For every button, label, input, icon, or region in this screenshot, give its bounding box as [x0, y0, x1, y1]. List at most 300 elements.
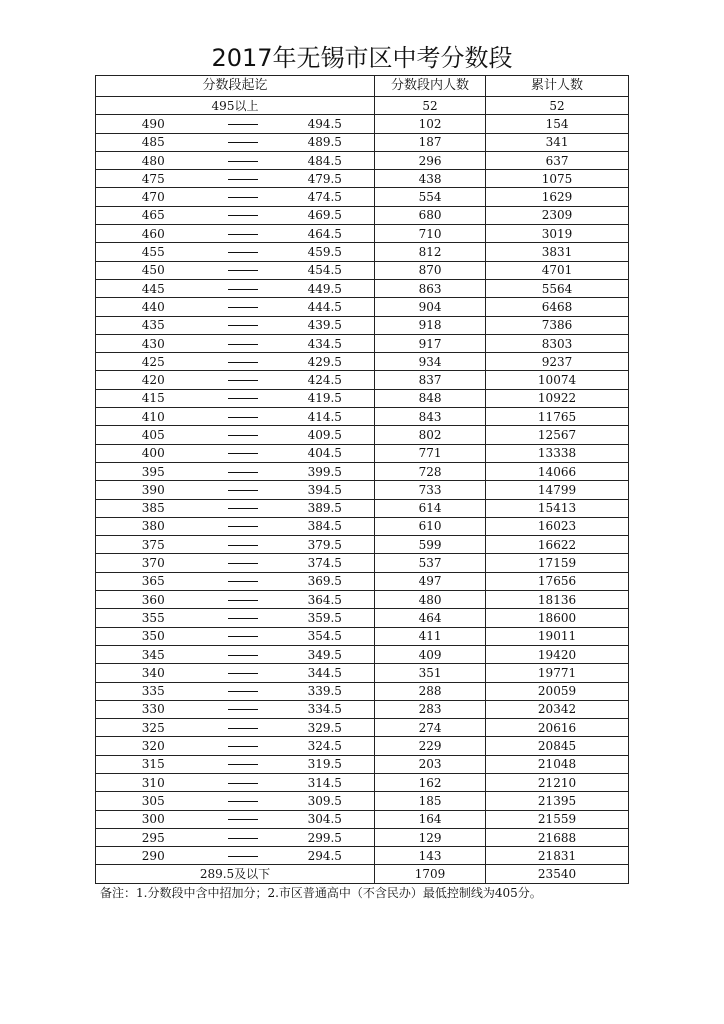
range-cumulative: 21048: [486, 755, 629, 773]
top-row-cumulative: 52: [486, 97, 629, 115]
range-count: 599: [375, 536, 486, 554]
range-low: 310: [96, 773, 211, 791]
range-cumulative: 17656: [486, 572, 629, 590]
range-high: 384.5: [276, 517, 375, 535]
range-separator: [211, 481, 276, 499]
range-separator: [211, 444, 276, 462]
range-count: 164: [375, 810, 486, 828]
range-count: 848: [375, 389, 486, 407]
range-low: 355: [96, 609, 211, 627]
table-row: [96, 206, 629, 224]
table-row: [96, 627, 629, 645]
range-count: 771: [375, 444, 486, 462]
separator-dash: [228, 545, 258, 546]
range-separator: [211, 462, 276, 480]
separator-dash: [228, 289, 258, 290]
range-cumulative: 4701: [486, 261, 629, 279]
range-high: 294.5: [276, 847, 375, 865]
table-row: [96, 792, 629, 810]
range-low: 350: [96, 627, 211, 645]
range-count: 870: [375, 261, 486, 279]
separator-dash: [228, 215, 258, 216]
separator-dash: [228, 453, 258, 454]
range-separator: [211, 517, 276, 535]
range-count: 863: [375, 279, 486, 297]
range-cumulative: 19420: [486, 645, 629, 663]
separator-dash: [228, 161, 258, 162]
range-low: 375: [96, 536, 211, 554]
range-cumulative: 3831: [486, 243, 629, 261]
footnote: 备注：1.分数段中含中招加分；2.市区普通高中（不含民办）最低控制线为405分。: [100, 886, 542, 900]
separator-dash: [228, 417, 258, 418]
range-count: 554: [375, 188, 486, 206]
range-low: 425: [96, 353, 211, 371]
range-low: 315: [96, 755, 211, 773]
range-separator: [211, 316, 276, 334]
range-cumulative: 15413: [486, 499, 629, 517]
range-cumulative: 10074: [486, 371, 629, 389]
header-row: [96, 76, 629, 97]
range-count: 203: [375, 755, 486, 773]
separator-dash: [228, 581, 258, 582]
separator-dash: [228, 838, 258, 839]
range-low: 330: [96, 700, 211, 718]
separator-dash: [228, 526, 258, 527]
table-row: [96, 298, 629, 316]
range-count: 129: [375, 828, 486, 846]
range-cumulative: 18136: [486, 591, 629, 609]
table-row: [96, 719, 629, 737]
range-low: 325: [96, 719, 211, 737]
range-high: 334.5: [276, 700, 375, 718]
range-high: 429.5: [276, 353, 375, 371]
range-low: 380: [96, 517, 211, 535]
range-low: 335: [96, 682, 211, 700]
range-separator: [211, 115, 276, 133]
range-separator: [211, 737, 276, 755]
table-row: [96, 847, 629, 865]
table-row: [96, 334, 629, 352]
range-count: 843: [375, 408, 486, 426]
table-row: [96, 481, 629, 499]
table-row: [96, 536, 629, 554]
bottom-row-count: 1709: [375, 865, 486, 883]
header-count: 分数段内人数: [375, 76, 486, 97]
range-high: 494.5: [276, 115, 375, 133]
table-row: [96, 700, 629, 718]
table-row: [96, 591, 629, 609]
range-count: 438: [375, 170, 486, 188]
table-row: [96, 115, 629, 133]
range-count: 610: [375, 517, 486, 535]
table-row: [96, 773, 629, 791]
range-cumulative: 341: [486, 133, 629, 151]
range-high: 454.5: [276, 261, 375, 279]
table-row: [96, 645, 629, 663]
range-high: 489.5: [276, 133, 375, 151]
range-count: 288: [375, 682, 486, 700]
range-separator: [211, 627, 276, 645]
range-high: 449.5: [276, 279, 375, 297]
table-row: [96, 261, 629, 279]
range-high: 484.5: [276, 151, 375, 169]
range-low: 415: [96, 389, 211, 407]
range-count: 296: [375, 151, 486, 169]
table-row: [96, 353, 629, 371]
range-cumulative: 7386: [486, 316, 629, 334]
range-high: 299.5: [276, 828, 375, 846]
range-separator: [211, 353, 276, 371]
separator-dash: [228, 325, 258, 326]
range-high: 304.5: [276, 810, 375, 828]
table-row: [96, 225, 629, 243]
bottom-row-label: 289.5及以下: [96, 865, 375, 883]
table-row: [96, 133, 629, 151]
range-low: 475: [96, 170, 211, 188]
range-high: 319.5: [276, 755, 375, 773]
range-high: 474.5: [276, 188, 375, 206]
range-high: 389.5: [276, 499, 375, 517]
table-row: [96, 462, 629, 480]
separator-dash: [228, 746, 258, 747]
table-row: [96, 371, 629, 389]
range-low: 360: [96, 591, 211, 609]
range-count: 733: [375, 481, 486, 499]
table-row: [96, 170, 629, 188]
range-count: 497: [375, 572, 486, 590]
bottom-row-cumulative: 23540: [486, 865, 629, 883]
separator-dash: [228, 344, 258, 345]
range-count: 614: [375, 499, 486, 517]
range-low: 420: [96, 371, 211, 389]
range-cumulative: 21559: [486, 810, 629, 828]
separator-dash: [228, 270, 258, 271]
range-count: 934: [375, 353, 486, 371]
range-cumulative: 20059: [486, 682, 629, 700]
range-high: 409.5: [276, 426, 375, 444]
range-high: 399.5: [276, 462, 375, 480]
header-range: 分数段起讫: [96, 76, 375, 97]
range-high: 469.5: [276, 206, 375, 224]
range-count: 802: [375, 426, 486, 444]
separator-dash: [228, 673, 258, 674]
range-cumulative: 8303: [486, 334, 629, 352]
range-separator: [211, 206, 276, 224]
table-row: [96, 572, 629, 590]
score-distribution-table: [95, 75, 629, 884]
separator-dash: [228, 655, 258, 656]
range-count: 409: [375, 645, 486, 663]
range-separator: [211, 151, 276, 169]
table-row: [96, 426, 629, 444]
range-count: 464: [375, 609, 486, 627]
range-count: 904: [375, 298, 486, 316]
range-high: 424.5: [276, 371, 375, 389]
range-count: 351: [375, 664, 486, 682]
range-count: 917: [375, 334, 486, 352]
range-high: 314.5: [276, 773, 375, 791]
separator-dash: [228, 362, 258, 363]
range-low: 485: [96, 133, 211, 151]
range-high: 374.5: [276, 554, 375, 572]
table-row: [96, 243, 629, 261]
separator-dash: [228, 801, 258, 802]
range-cumulative: 20342: [486, 700, 629, 718]
page-title: 2017年无锡市区中考分数段: [211, 44, 513, 72]
range-cumulative: 20616: [486, 719, 629, 737]
range-cumulative: 21688: [486, 828, 629, 846]
range-cumulative: 21210: [486, 773, 629, 791]
range-high: 349.5: [276, 645, 375, 663]
bottom-row: [96, 865, 629, 883]
range-cumulative: 5564: [486, 279, 629, 297]
table-row: [96, 444, 629, 462]
range-separator: [211, 792, 276, 810]
range-count: 162: [375, 773, 486, 791]
range-separator: [211, 810, 276, 828]
range-cumulative: 14066: [486, 462, 629, 480]
range-low: 450: [96, 261, 211, 279]
range-high: 379.5: [276, 536, 375, 554]
range-count: 680: [375, 206, 486, 224]
range-low: 490: [96, 115, 211, 133]
range-count: 537: [375, 554, 486, 572]
range-count: 274: [375, 719, 486, 737]
header-cumulative: 累计人数: [486, 76, 629, 97]
range-high: 439.5: [276, 316, 375, 334]
range-high: 344.5: [276, 664, 375, 682]
range-cumulative: 16023: [486, 517, 629, 535]
table-row: [96, 389, 629, 407]
range-separator: [211, 755, 276, 773]
range-separator: [211, 499, 276, 517]
range-low: 400: [96, 444, 211, 462]
range-separator: [211, 225, 276, 243]
separator-dash: [228, 764, 258, 765]
range-cumulative: 1075: [486, 170, 629, 188]
range-cumulative: 16622: [486, 536, 629, 554]
range-high: 434.5: [276, 334, 375, 352]
top-row-label: 495以上: [96, 97, 375, 115]
range-low: 430: [96, 334, 211, 352]
range-cumulative: 637: [486, 151, 629, 169]
separator-dash: [228, 124, 258, 125]
range-cumulative: 19011: [486, 627, 629, 645]
table-row: [96, 682, 629, 700]
separator-dash: [228, 398, 258, 399]
range-cumulative: 154: [486, 115, 629, 133]
range-separator: [211, 591, 276, 609]
separator-dash: [228, 490, 258, 491]
range-separator: [211, 719, 276, 737]
range-cumulative: 9237: [486, 353, 629, 371]
table-row: [96, 151, 629, 169]
range-low: 370: [96, 554, 211, 572]
range-count: 102: [375, 115, 486, 133]
range-cumulative: 14799: [486, 481, 629, 499]
range-low: 470: [96, 188, 211, 206]
range-low: 455: [96, 243, 211, 261]
range-low: 440: [96, 298, 211, 316]
range-low: 385: [96, 499, 211, 517]
range-high: 339.5: [276, 682, 375, 700]
table-body: [96, 76, 629, 884]
range-low: 395: [96, 462, 211, 480]
range-separator: [211, 334, 276, 352]
range-separator: [211, 700, 276, 718]
separator-dash: [228, 197, 258, 198]
range-separator: [211, 664, 276, 682]
range-high: 309.5: [276, 792, 375, 810]
range-high: 414.5: [276, 408, 375, 426]
range-high: 464.5: [276, 225, 375, 243]
table-row: [96, 664, 629, 682]
table-row: [96, 828, 629, 846]
separator-dash: [228, 380, 258, 381]
range-high: 324.5: [276, 737, 375, 755]
range-cumulative: 6468: [486, 298, 629, 316]
range-cumulative: 19771: [486, 664, 629, 682]
range-high: 354.5: [276, 627, 375, 645]
range-high: 404.5: [276, 444, 375, 462]
range-high: 369.5: [276, 572, 375, 590]
table-row: [96, 279, 629, 297]
separator-dash: [228, 472, 258, 473]
top-row-count: 52: [375, 97, 486, 115]
range-cumulative: 10922: [486, 389, 629, 407]
table-row: [96, 609, 629, 627]
table-row: [96, 810, 629, 828]
range-separator: [211, 847, 276, 865]
top-row: [96, 97, 629, 115]
range-separator: [211, 572, 276, 590]
range-low: 405: [96, 426, 211, 444]
range-separator: [211, 426, 276, 444]
range-high: 394.5: [276, 481, 375, 499]
separator-dash: [228, 234, 258, 235]
separator-dash: [228, 709, 258, 710]
range-separator: [211, 170, 276, 188]
table-row: [96, 737, 629, 755]
range-cumulative: 3019: [486, 225, 629, 243]
range-high: 359.5: [276, 609, 375, 627]
range-separator: [211, 408, 276, 426]
range-separator: [211, 188, 276, 206]
range-separator: [211, 298, 276, 316]
range-high: 479.5: [276, 170, 375, 188]
range-low: 445: [96, 279, 211, 297]
range-cumulative: 17159: [486, 554, 629, 572]
table-row: [96, 499, 629, 517]
range-separator: [211, 682, 276, 700]
range-high: 419.5: [276, 389, 375, 407]
range-count: 837: [375, 371, 486, 389]
range-count: 411: [375, 627, 486, 645]
range-separator: [211, 645, 276, 663]
range-count: 918: [375, 316, 486, 334]
range-low: 295: [96, 828, 211, 846]
table-row: [96, 188, 629, 206]
range-low: 320: [96, 737, 211, 755]
separator-dash: [228, 691, 258, 692]
separator-dash: [228, 600, 258, 601]
range-count: 185: [375, 792, 486, 810]
table-row: [96, 517, 629, 535]
range-count: 229: [375, 737, 486, 755]
separator-dash: [228, 142, 258, 143]
range-low: 435: [96, 316, 211, 334]
range-high: 459.5: [276, 243, 375, 261]
range-cumulative: 21831: [486, 847, 629, 865]
range-separator: [211, 389, 276, 407]
separator-dash: [228, 636, 258, 637]
range-cumulative: 11765: [486, 408, 629, 426]
range-cumulative: 1629: [486, 188, 629, 206]
separator-dash: [228, 252, 258, 253]
range-high: 364.5: [276, 591, 375, 609]
separator-dash: [228, 307, 258, 308]
range-low: 390: [96, 481, 211, 499]
range-count: 812: [375, 243, 486, 261]
range-separator: [211, 261, 276, 279]
range-low: 340: [96, 664, 211, 682]
range-high: 329.5: [276, 719, 375, 737]
range-count: 728: [375, 462, 486, 480]
separator-dash: [228, 618, 258, 619]
range-low: 465: [96, 206, 211, 224]
range-cumulative: 21395: [486, 792, 629, 810]
range-count: 143: [375, 847, 486, 865]
range-count: 283: [375, 700, 486, 718]
range-low: 480: [96, 151, 211, 169]
range-separator: [211, 554, 276, 572]
range-separator: [211, 536, 276, 554]
range-low: 300: [96, 810, 211, 828]
separator-dash: [228, 819, 258, 820]
separator-dash: [228, 563, 258, 564]
table-row: [96, 316, 629, 334]
range-low: 290: [96, 847, 211, 865]
range-count: 187: [375, 133, 486, 151]
table-row: [96, 554, 629, 572]
range-low: 410: [96, 408, 211, 426]
range-cumulative: 12567: [486, 426, 629, 444]
range-cumulative: 2309: [486, 206, 629, 224]
range-cumulative: 18600: [486, 609, 629, 627]
range-cumulative: 13338: [486, 444, 629, 462]
range-cumulative: 20845: [486, 737, 629, 755]
separator-dash: [228, 435, 258, 436]
range-low: 305: [96, 792, 211, 810]
separator-dash: [228, 179, 258, 180]
separator-dash: [228, 728, 258, 729]
separator-dash: [228, 508, 258, 509]
range-low: 345: [96, 645, 211, 663]
range-separator: [211, 828, 276, 846]
range-count: 710: [375, 225, 486, 243]
range-separator: [211, 279, 276, 297]
range-separator: [211, 773, 276, 791]
range-low: 365: [96, 572, 211, 590]
separator-dash: [228, 783, 258, 784]
table-row: [96, 408, 629, 426]
range-low: 460: [96, 225, 211, 243]
separator-dash: [228, 856, 258, 857]
table-row: [96, 755, 629, 773]
range-high: 444.5: [276, 298, 375, 316]
range-separator: [211, 609, 276, 627]
range-separator: [211, 243, 276, 261]
